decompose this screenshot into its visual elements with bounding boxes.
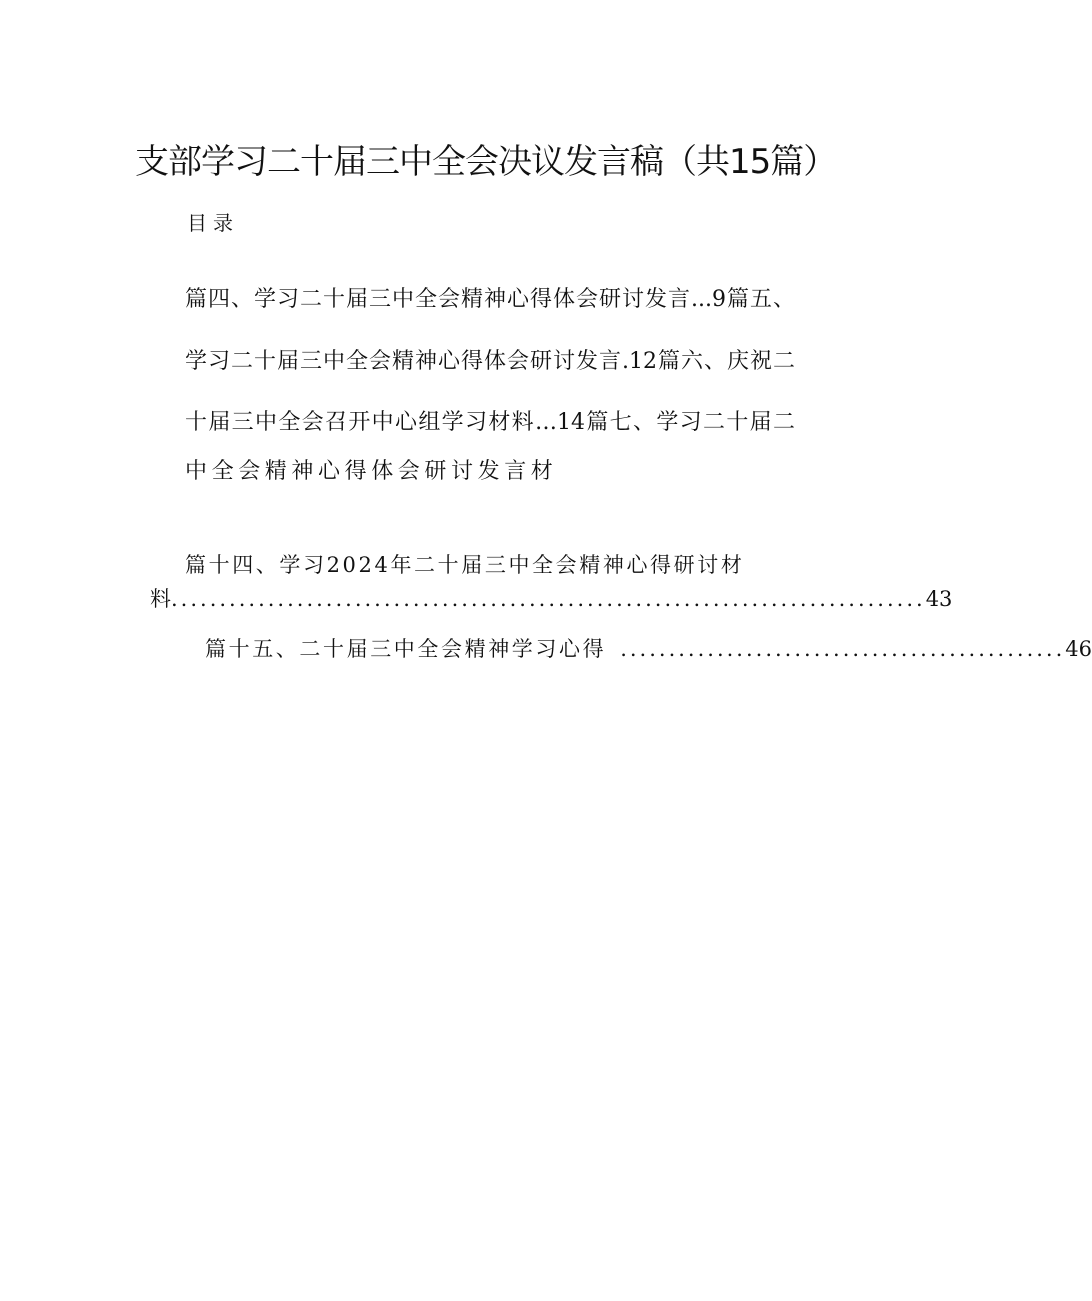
toc-entry[interactable] xyxy=(205,633,1092,663)
paragraph-line: 中全会精神心得体会研讨发言材 xyxy=(185,459,558,484)
toc-entry-title[interactable]: 篇十四、学习2024年二十届三中全会精神心得研讨材 xyxy=(185,553,745,577)
paragraph-line: 学习二十届三中全会精神心得体会研讨发言.12篇六、庆祝二 xyxy=(185,349,795,374)
toc-entry-title-cont: 料 xyxy=(150,587,171,611)
toc-entry-page: 43 xyxy=(925,587,953,611)
toc-entry-dotline[interactable] xyxy=(150,583,953,613)
toc-heading: 目录 xyxy=(187,211,239,235)
dot-leader: .............................................................................. xyxy=(171,587,926,611)
toc-entry-title: 篇十五、二十届三中全会精神学习心得 xyxy=(205,637,607,661)
dot-leader: .............................................. xyxy=(620,637,1066,661)
paragraph-line: 十届三中全会召开中心组学习材料…14篇七、学习二十届二 xyxy=(185,410,795,435)
paragraph-line: 篇四、学习二十届三中全会精神心得体会研讨发言...9篇五、 xyxy=(185,287,795,312)
toc-entry-page: 46 xyxy=(1065,637,1092,661)
document-title: 支部学习二十届三中全会决议发言稿（共15篇） xyxy=(135,142,837,182)
